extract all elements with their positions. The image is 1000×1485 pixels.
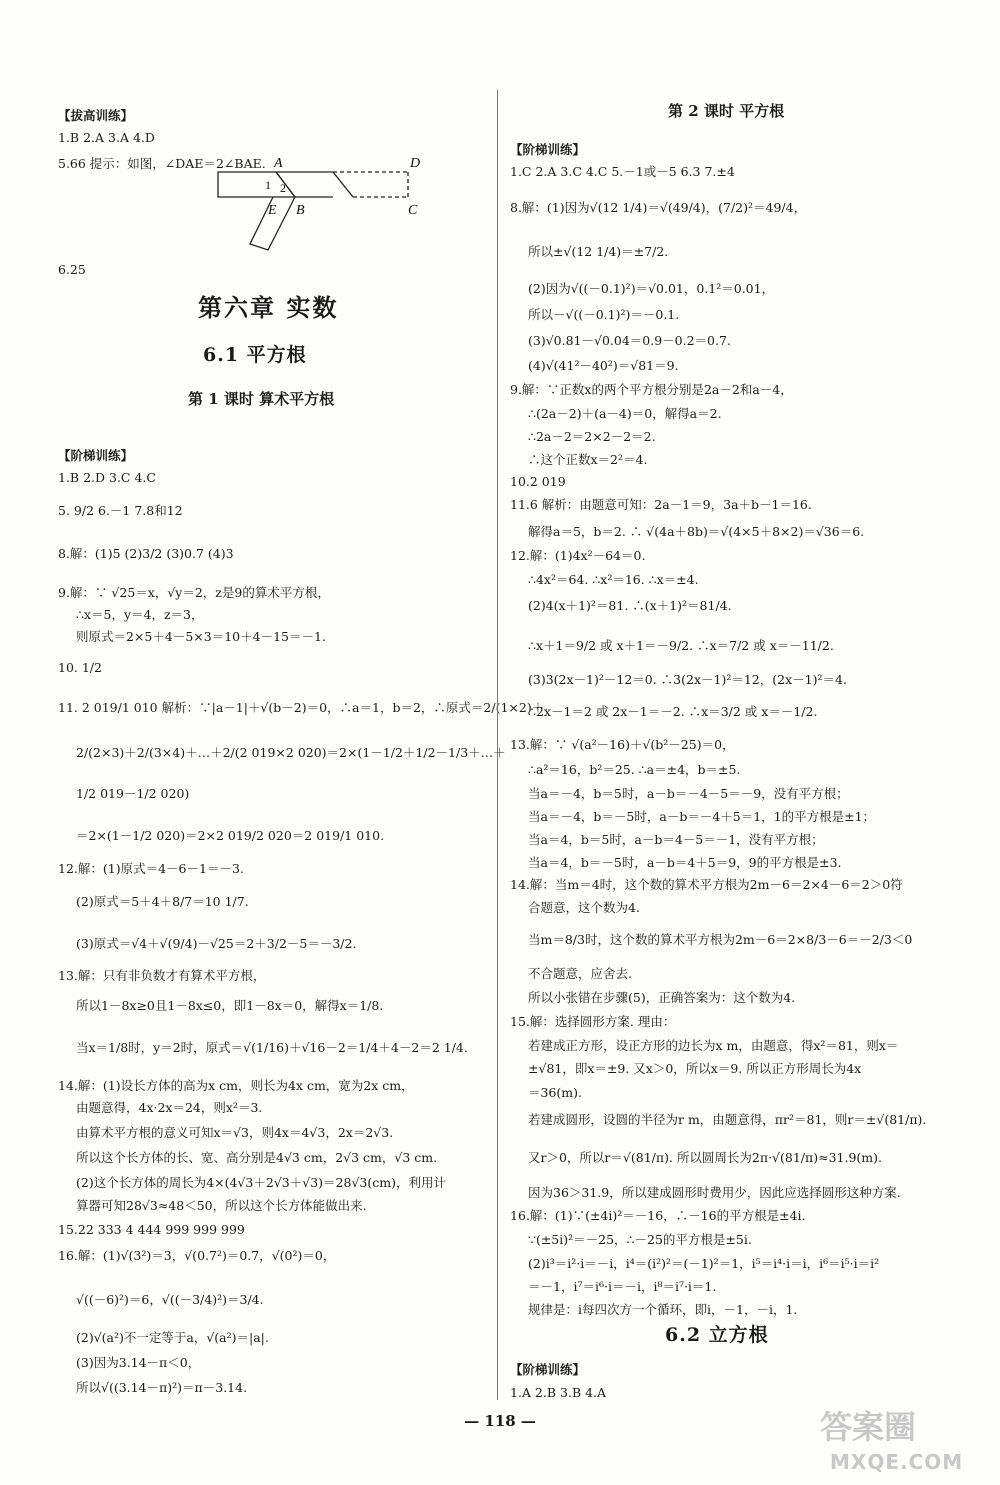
answer-line: 合题意，这个数为4.: [528, 900, 640, 915]
answer-line: √((－6)²)＝6，√((－3/4)²)＝3/4.: [76, 1292, 264, 1307]
answer-line: (2)因为√((－0.1)²)＝√0.01，0.1²＝0.01，: [528, 281, 775, 296]
answer-line: 因为36＞31.9，所以建成圆形时费用少，因此应选择圆形这种方案.: [528, 1185, 901, 1200]
answer-line: 11.6 解析：由题意可知：2a－1＝9，3a＋b－1＝16.: [510, 497, 812, 512]
answer-line: ＝－1，i⁷＝i⁶·i＝－i，i⁸＝i⁷·i＝1.: [528, 1279, 717, 1294]
answer-line: 若建成圆形，设圆的半径为r m，由题意得，πr²＝81，则r＝±√(81/π).: [528, 1112, 927, 1127]
lesson-title-1: 第 1 课时 算术平方根: [188, 390, 335, 408]
angle-2-label: 2: [280, 181, 286, 195]
answer-line: 当a＝－4，b＝5时，a－b＝－4－5＝－9，没有平方根；: [528, 786, 849, 801]
answer-line: 16.解：(1)∵(±4i)²＝－16，∴－16的平方根是±4i.: [510, 1208, 806, 1223]
answer-line: 9.解：∵正数x的两个平方根分别是2a－2和a－4，: [510, 382, 793, 397]
answer-line: ＝2×(1－1/2 020)＝2×2 019/2 020＝2 019/1 010.: [76, 828, 385, 843]
section-title-6-1: 6.1 平方根: [203, 344, 307, 366]
answer-line: 5. 9/2 6.－1 7.8和12: [58, 503, 183, 518]
answer-line: ∴x＝5，y＝4，z＝3，: [76, 607, 204, 622]
answer-line: 14.解：当m＝4时，这个数的算术平方根为2m－6＝2×4－6＝2＞0符: [510, 877, 903, 892]
answer-line: 由算术平方根的意义可知x＝√3，则4x＝4√3，2x＝2√3.: [76, 1125, 394, 1140]
answer-line: 1.B 2.D 3.C 4.C: [58, 470, 156, 485]
answer-line: 算器可知28√3≈48＜50，所以这个长方体能做出来.: [76, 1198, 367, 1213]
answer-line: ∴(2a－2)＋(a－4)＝0，解得a＝2.: [528, 406, 722, 421]
answer-line: 当a＝－4，b＝－5时，a－b＝－4＋5＝1，1的平方根是±1；: [528, 809, 876, 824]
answer-line: 所以这个长方体的长、宽、高分别是4√3 cm，2√3 cm，√3 cm.: [76, 1150, 438, 1165]
answer-line: 1.B 2.A 3.A 4.D: [58, 130, 155, 145]
label-D: D: [410, 156, 421, 171]
answer-line: 不合题意，应舍去.: [528, 966, 632, 981]
answer-line: 【拔高训练】: [58, 108, 134, 123]
answer-line: 【阶梯训练】: [58, 448, 134, 463]
answer-line: 11. 2 019/1 010 解析：∵|a－1|＋√(b－2)＝0，∴a＝1，b＝2，∴原式＝2/(1×2)＋: [58, 700, 545, 715]
answer-line: 当m＝8/3时，这个数的算术平方根为2m－6＝2×8/3－6＝－2/3＜0: [528, 932, 913, 947]
folded-strip-figure: [208, 152, 428, 252]
watermark-url: MXQE.COM: [830, 1450, 964, 1474]
answer-line: 10.2 019: [510, 474, 566, 489]
answer-line: 13.解：只有非负数才有算术平方根，: [58, 968, 266, 983]
answer-line: 当a＝4，b＝5时，a－b＝4－5＝－1，没有平方根；: [528, 832, 824, 847]
answer-line: (2)i³＝i²·i＝－i，i⁴＝(i²)²＝(－1)²＝1，i⁵＝i⁴·i＝i，i⁶＝i⁵·i＝i²: [528, 1256, 880, 1271]
answer-line: 解得a＝5，b＝2. ∴ √(4a＋8b)＝√(4×5＋8×2)＝√36＝6.: [528, 524, 865, 539]
answer-line: 14.解：(1)设长方体的高为x cm，则长为4x cm，宽为2x cm，: [58, 1078, 414, 1093]
label-C: C: [408, 203, 418, 218]
answer-line: 5.66 提示：如图，∠DAE＝2∠BAE.: [58, 156, 266, 171]
answer-line: (4)√(41²－40²)＝√81＝9.: [528, 358, 679, 373]
answer-line: 所以1－8x≥0且1－8x≤0，即1－8x＝0，解得x＝1/8.: [76, 998, 384, 1013]
answer-line: ∴2a－2＝2×2－2＝2.: [528, 429, 656, 444]
answer-line: 15.22 333 4 444 999 999 999: [58, 1222, 245, 1237]
answer-line: 12.解：(1)4x²－64＝0.: [510, 548, 646, 563]
answer-line: (2)这个长方体的周长为4×(4√3＋2√3＋√3)＝28√3(cm)，利用计: [76, 1175, 446, 1190]
answer-line: (2)4(x＋1)²＝81. ∴(x＋1)²＝81/4.: [528, 598, 732, 613]
answer-line: (2)√(a²)不一定等于a，√(a²)＝|a|.: [76, 1330, 269, 1345]
lesson-title-2: 第 2 课时 平方根: [668, 102, 785, 120]
watermark-logo-text: 答案圈: [820, 1408, 917, 1446]
label-B: B: [296, 203, 305, 218]
answer-line: 12.解：(1)原式＝4－6－1＝－3.: [58, 861, 244, 876]
answer-line: ∴4x²＝64. ∴x²＝16. ∴x＝±4.: [528, 572, 699, 587]
answer-line: 8.解：(1)5 (2)3/2 (3)0.7 (4)3: [58, 546, 234, 561]
answer-line: 则原式＝2×5＋4－5×3＝10＋4－15＝－1.: [76, 629, 326, 644]
answer-line: 【阶梯训练】: [510, 1362, 586, 1377]
answer-line: 13.解：∵ √(a²－16)＋√(b²－25)＝0，: [510, 737, 735, 752]
watermark: [800, 1400, 990, 1480]
page-number: — 118 —: [464, 1412, 536, 1430]
answer-line: (3)3(2x－1)²－12＝0. ∴3(2x－1)²＝12，(2x－1)²＝4.: [528, 672, 847, 687]
section-title-6-2: 6.2 立方根: [665, 1324, 769, 1346]
answer-line: (2)原式＝5＋4＋8/7＝10 1/7.: [76, 894, 249, 909]
answer-line: 1.A 2.B 3.B 4.A: [510, 1385, 607, 1400]
answer-line: 由题意得，4x·2x＝24，则x²＝3.: [76, 1100, 263, 1115]
answer-line: 所以±√(12 1/4)＝±7/2.: [528, 244, 669, 259]
answer-line: 16.解：(1)√(3²)＝3，√(0.7²)＝0.7，√(0²)＝0，: [58, 1248, 336, 1263]
answer-line: 1.C 2.A 3.C 4.C 5.－1或－5 6.3 7.±4: [510, 164, 735, 179]
answer-line: 【阶梯训练】: [510, 142, 586, 157]
answer-line: 1/2 019－1/2 020): [76, 786, 190, 801]
answer-line: 所以√((3.14－π)²)＝π－3.14.: [76, 1380, 248, 1395]
answer-line: ∴这个正数x＝2²＝4.: [528, 452, 648, 467]
chapter-title: 第六章 实数: [198, 293, 339, 322]
column-divider: [497, 90, 498, 1400]
answer-line: 又r＞0，所以r＝√(81/π). 所以圆周长为2π·√(81/π)≈31.9(m).: [528, 1150, 882, 1165]
answer-line: 当x＝1/8时，y＝2时，原式＝√(1/16)＋√16－2＝1/4＋4－2＝2 1/4.: [76, 1040, 468, 1055]
answer-line: 规律是：i每四次方一个循环，即i，－1，－i，1.: [528, 1302, 798, 1317]
answer-line: ∵(±5i)²＝－25，∴－25的平方根是±5i.: [528, 1232, 752, 1247]
right-column: [510, 0, 960, 1485]
answer-line: ∴x＋1＝9/2 或 x＋1＝－9/2. ∴x＝7/2 或 x＝－11/2.: [528, 638, 834, 653]
angle-1-label: 1: [265, 178, 271, 192]
answer-line: 9.解：∵ √25＝x，√y＝2，z是9的算术平方根，: [58, 585, 330, 600]
answer-line: 8.解：(1)因为√(12 1/4)＝√(49/4)，(7/2)²＝49/4，: [510, 200, 807, 215]
answer-line: 2/(2×3)＋2/(3×4)＋…＋2/(2 019×2 020)＝2×(1－1/2＋1/2－1/3＋…＋: [76, 745, 506, 760]
answer-line: 10. 1/2: [58, 660, 102, 675]
answer-line: ＝36(m).: [528, 1085, 582, 1100]
answer-line: 15.解：选择圆形方案. 理由：: [510, 1014, 676, 1029]
answer-line: (3)√0.81－√0.04＝0.9－0.2＝0.7.: [528, 333, 731, 348]
answer-line: (3)因为3.14－π＜0，: [76, 1355, 201, 1370]
label-A: A: [274, 156, 283, 171]
answer-line: 6.25: [58, 262, 86, 277]
answer-line: (3)原式＝√4＋√(9/4)－√25＝2＋3/2－5＝－3/2.: [76, 936, 357, 951]
answer-line: 若建成正方形，设正方形的边长为x m，由题意，得x²＝81，则x＝: [528, 1038, 899, 1053]
answer-line: 当a＝4，b＝－5时，a－b＝4＋5＝9，9的平方根是±3.: [528, 855, 842, 870]
answer-line: ∴2x－1＝2 或 2x－1＝－2. ∴x＝3/2 或 x＝－1/2.: [528, 704, 818, 719]
answer-line: ±√81，即x＝±9. 又x＞0，所以x＝9. 所以正方形周长为4x: [528, 1061, 862, 1076]
answer-line: ∴a²＝16，b²＝25. ∴a＝±4，b＝±5.: [528, 762, 741, 777]
label-E: E: [268, 203, 277, 218]
answer-line: 所以小张错在步骤(5)，正确答案为：这个数为4.: [528, 990, 796, 1005]
answer-line: 所以－√((－0.1)²)＝－0.1.: [528, 307, 680, 322]
